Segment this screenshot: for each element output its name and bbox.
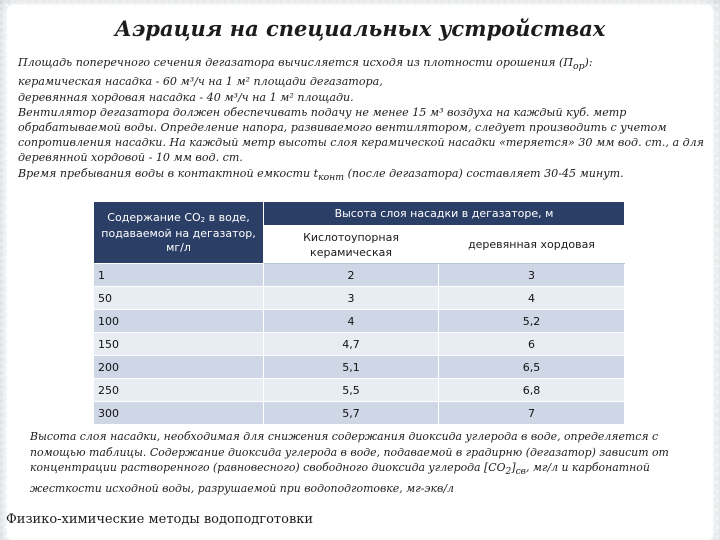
- subscript: ор: [573, 61, 585, 73]
- intro-line: деревянной хордовой - 10 мм вод. ст.: [18, 151, 243, 165]
- outro-line: жесткости исходной воды, разрушаемой при водоподготовке, мг-экв/л: [30, 481, 454, 495]
- ceramic-cell: 5,1: [264, 356, 439, 379]
- header-layer-height: Высота слоя насадки в дегазаторе, м: [264, 202, 625, 226]
- outro-line: помощью таблицы. Содержание диоксида углерода в воде, подаваемой в градирню (дегазатор) зависит от: [30, 445, 669, 459]
- ceramic-cell: 4: [264, 310, 439, 333]
- ceramic-cell: 5,5: [264, 379, 439, 402]
- table-row: [94, 310, 625, 333]
- co2-cell: 50: [94, 287, 264, 310]
- subheader-wooden: деревянная хордовая: [439, 226, 625, 264]
- wooden-cell: 6,8: [439, 379, 625, 402]
- intro-line: керамическая насадка - 60 м³/ч на 1 м² площади дегазатора,: [18, 75, 383, 89]
- intro-line: обрабатываемой воды. Определение напора, развиваемого вентилятором, следует производить с учетом: [18, 121, 667, 135]
- subscript: 2: [505, 467, 512, 478]
- ceramic-cell: 3: [264, 287, 439, 310]
- wooden-cell: 5,2: [439, 310, 625, 333]
- subscript: конт: [318, 171, 345, 183]
- co2-cell: 150: [94, 333, 264, 356]
- ceramic-cell: 5,7: [264, 402, 439, 425]
- co2-cell: 200: [94, 356, 264, 379]
- intro-line: Площадь поперечного сечения дегазатора вычисляется исходя из плотности орошения $(П_{ор})$:: [18, 56, 593, 73]
- co2-cell: 100: [94, 310, 264, 333]
- table-row: [94, 356, 625, 379]
- wooden-cell: 4: [439, 287, 625, 310]
- table-row: [94, 379, 625, 402]
- header-co2-content: Содержание $CO_2$ в воде, подаваемой на дегазатор, мг/л: [94, 202, 264, 264]
- intro-text: [18, 55, 708, 185]
- subheader-ceramic: Кислотоупорная керамическая: [264, 226, 439, 264]
- table-row: [94, 264, 625, 287]
- ceramic-cell: 2: [264, 264, 439, 287]
- outro-text: [30, 429, 690, 496]
- co2-cell: 300: [94, 402, 264, 425]
- wooden-cell: 6: [439, 333, 625, 356]
- wooden-cell: 7: [439, 402, 625, 425]
- intro-line: Вентилятор дегазатора должен обеспечивать подачу не менее 15 м³ воздуха на каждый куб. метр: [18, 105, 627, 119]
- intro-line: сопротивления насадки. На каждый метр высоты слоя керамической насадки «теряется» 30 мм вод. ст., а для: [18, 136, 705, 150]
- table-row: [94, 402, 625, 425]
- co2-cell: 250: [94, 379, 264, 402]
- intro-line: Время пребывания воды в контактной емкости $t_{конт}$ (после дегазатора) составляет 30-45 минут.: [18, 166, 624, 183]
- outro-line: Высота слоя насадки, необходимая для снижения содержания диоксида углерода в воде, определяется с: [30, 430, 659, 443]
- subscript: св: [515, 467, 526, 478]
- co2-height-table: [93, 201, 625, 425]
- intro-line: деревянная хордовая насадка - 40 м³/ч на 1 м² площади.: [18, 90, 354, 104]
- slide-title: Аэрация на специальных устройствах: [114, 16, 606, 41]
- wooden-cell: 6,5: [439, 356, 625, 379]
- table-row: [94, 333, 625, 356]
- outro-line: концентрации растворенного (равновесного) свободного диоксида углерода $[CO_2]_{св}$, мг/л и карбонатной: [30, 461, 650, 478]
- table-row: [94, 287, 625, 310]
- wooden-cell: 3: [439, 264, 625, 287]
- footer-caption: Физико-химические методы водоподготовки: [6, 512, 314, 527]
- ceramic-cell: 4,7: [264, 333, 439, 356]
- co2-cell: 1: [94, 264, 264, 287]
